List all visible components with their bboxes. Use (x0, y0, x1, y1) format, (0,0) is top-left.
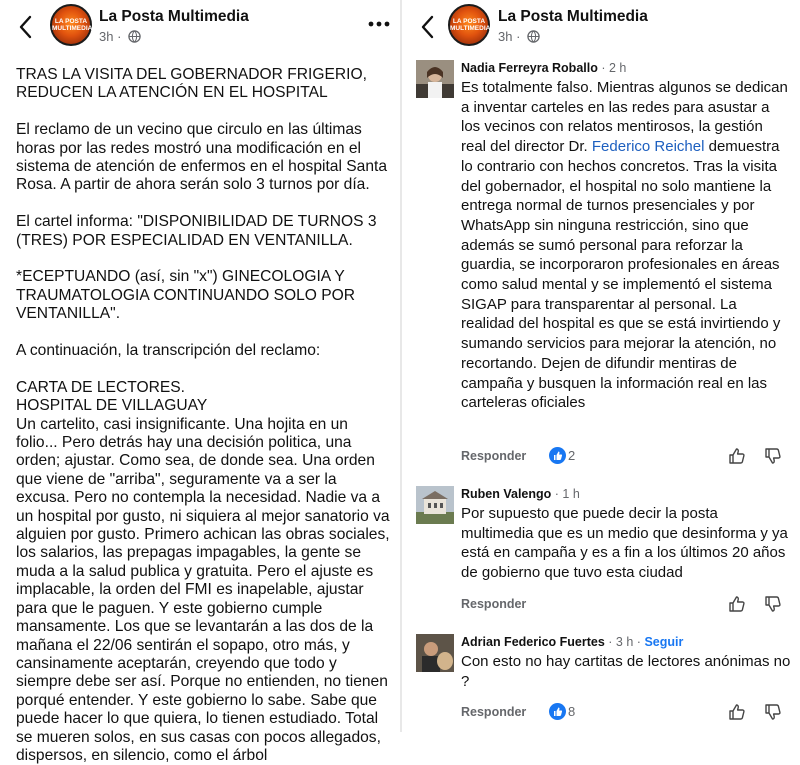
comment-time[interactable]: 3 h (615, 635, 634, 649)
reaction-number: 8 (568, 704, 576, 719)
comment-header: Ruben Valengo · 1 h (461, 487, 580, 501)
comment-text-part: demuestra lo contrario con hechos concretos. Tras la visita del gobernador, el hospital no solo mantiene la entrega normal de turnos presenciales y por WhatsApp sin ninguna restricción, sino que además se sumó personal para reforzar la guardia, se incorporaron profesionales en áreas como salud mental y se implementó el sistema SIGAP para transparentar al personal. La realidad del hospital es que se está invirtiendo y sumando servicios para mejorar la atención, no recortando. Dejen de difundir mentiras de campaña y busquen la información real en las carteleras oficiales (461, 138, 781, 412)
comment-author[interactable]: Adrian Federico Fuertes (461, 635, 605, 649)
post-header (402, 0, 800, 52)
reply-button[interactable]: Responder (461, 449, 527, 463)
reply-button[interactable]: Responder (461, 597, 527, 611)
post-panel (0, 0, 400, 764)
follow-button[interactable]: Seguir (644, 635, 684, 649)
avatar[interactable] (416, 486, 454, 524)
thumbs-up-icon[interactable] (728, 447, 746, 465)
mention-link[interactable]: Federico Reichel (591, 138, 705, 156)
reaction-count[interactable] (549, 447, 575, 464)
comment-actions (461, 447, 790, 467)
page-name[interactable]: La Posta Multimedia (498, 8, 648, 25)
thumbs-down-icon[interactable] (764, 595, 782, 613)
post-paragraph: *ECEPTUANDO (así, sin "x") GINECOLOGIA Y TRAUMATOLOGIA CONTINUANDO SOLO POR VENTANILLA". (16, 268, 360, 323)
comment-author[interactable]: Ruben Valengo (461, 487, 552, 501)
comment-time[interactable]: 1 h (562, 487, 580, 501)
globe-icon (527, 30, 540, 43)
post-text (16, 66, 392, 765)
comments-panel (402, 0, 800, 732)
reaction-number: 2 (568, 448, 576, 463)
post-header (0, 0, 400, 52)
comment-author[interactable]: Nadia Ferreyra Roballo (461, 61, 598, 75)
comment-time[interactable]: 2 h (608, 61, 627, 75)
more-options-icon[interactable] (368, 20, 390, 28)
page-logo[interactable]: LA POSTA MULTIMEDIA (448, 4, 490, 46)
post-meta: 3h · (498, 29, 540, 44)
comment-text (461, 78, 791, 413)
post-headline: TRAS LA VISITA DEL GOBERNADOR FRIGERIO, REDUCEN LA ATENCIÓN EN EL HOSPITAL (16, 66, 372, 102)
comment-actions (461, 703, 790, 723)
thumbs-up-icon[interactable] (728, 595, 746, 613)
back-arrow-icon[interactable] (14, 12, 38, 42)
post-time[interactable]: 3h (498, 29, 513, 44)
reply-button[interactable]: Responder (461, 705, 527, 719)
comment-text: Con esto no hay cartitas de lectores anónimas no ? (461, 653, 791, 690)
page-name[interactable]: La Posta Multimedia (99, 8, 249, 25)
back-arrow-icon[interactable] (416, 12, 440, 42)
like-reaction-icon (549, 447, 566, 464)
post-time[interactable]: 3h (99, 29, 114, 44)
comment-header: Nadia Ferreyra Roballo · 2 h (461, 61, 627, 75)
globe-icon (128, 30, 141, 43)
thumbs-up-icon[interactable] (728, 703, 746, 721)
thumbs-down-icon[interactable] (764, 703, 782, 721)
comment-actions (461, 595, 790, 615)
like-reaction-icon (549, 703, 566, 720)
post-paragraph: El reclamo de un vecino que circulo en las últimas horas por las redes mostró una modificación en el sistema de atención de enfermos en el hospital Santa Rosa. A partir de ahora serán solo 3 turnos por día. (16, 121, 392, 194)
reaction-count[interactable] (549, 703, 575, 720)
avatar[interactable] (416, 634, 454, 672)
post-paragraph: A continuación, la transcripción del reclamo: (16, 342, 321, 360)
comment-text-part: Es totalmente falso. Mientras algunos se dedican a inventar carteles en las redes para asustar a los vecinos con relatos mentirosos, la gestión real del director Dr. (461, 79, 788, 156)
post-meta: 3h · (99, 29, 141, 44)
reader-letter: CARTA DE LECTORES. HOSPITAL DE VILLAGUAY Un cartelito, casi insignificante. Una hojita en un folio... Pero detrás hay una decisión politica, una orden; ajustar. Como sea, de donde sea. Una orden que viene de "arriba", seguramente va a ser la excusa. Pero no contempla la necesidad. Nadie va a un hospital por gusto, ni siquiera al mejor sanatorio va alguien por gusto. Primero achican las obras sociales, los salarios, las prepagas impagables, la gente se muda a la salud publica y gratuita. Pero el ajuste es implacable, la orden del FMI es inapelable, ajustar para que le paguen. Y este gobierno cumple mansamente. Los que se levantarán a las dos de la mañana el 22/06 sentirán el sopapo, otro más, y cansinamente aceptarán, creyendo que todo y siempre debe ser así. Porque no entienden, no tienen porqué entender. Y este gobierno lo sabe. Sabe que puede hacer lo que quiera, lo tienen estudiado. Total se mueren solos, en sus casas con pocos allegados, dispersos, en silencio, como el árbol (16, 378, 390, 764)
comment-header: Adrian Federico Fuertes · 3 h · Seguir (461, 635, 684, 649)
comment-text: Por supuesto que puede decir la posta multimedia que es un medio que desinforma y ya está en campaña y es a fin a los últimos 20 años de gobierno que tuvo esta ciudad (461, 505, 788, 582)
page-logo[interactable]: LA POSTA MULTIMEDIA (50, 4, 92, 46)
post-paragraph: El cartel informa: "DISPONIBILIDAD DE TURNOS 3 (TRES) POR ESPECIALIDAD EN VENTANILLA. (16, 213, 381, 249)
avatar[interactable] (416, 60, 454, 98)
thumbs-down-icon[interactable] (764, 447, 782, 465)
